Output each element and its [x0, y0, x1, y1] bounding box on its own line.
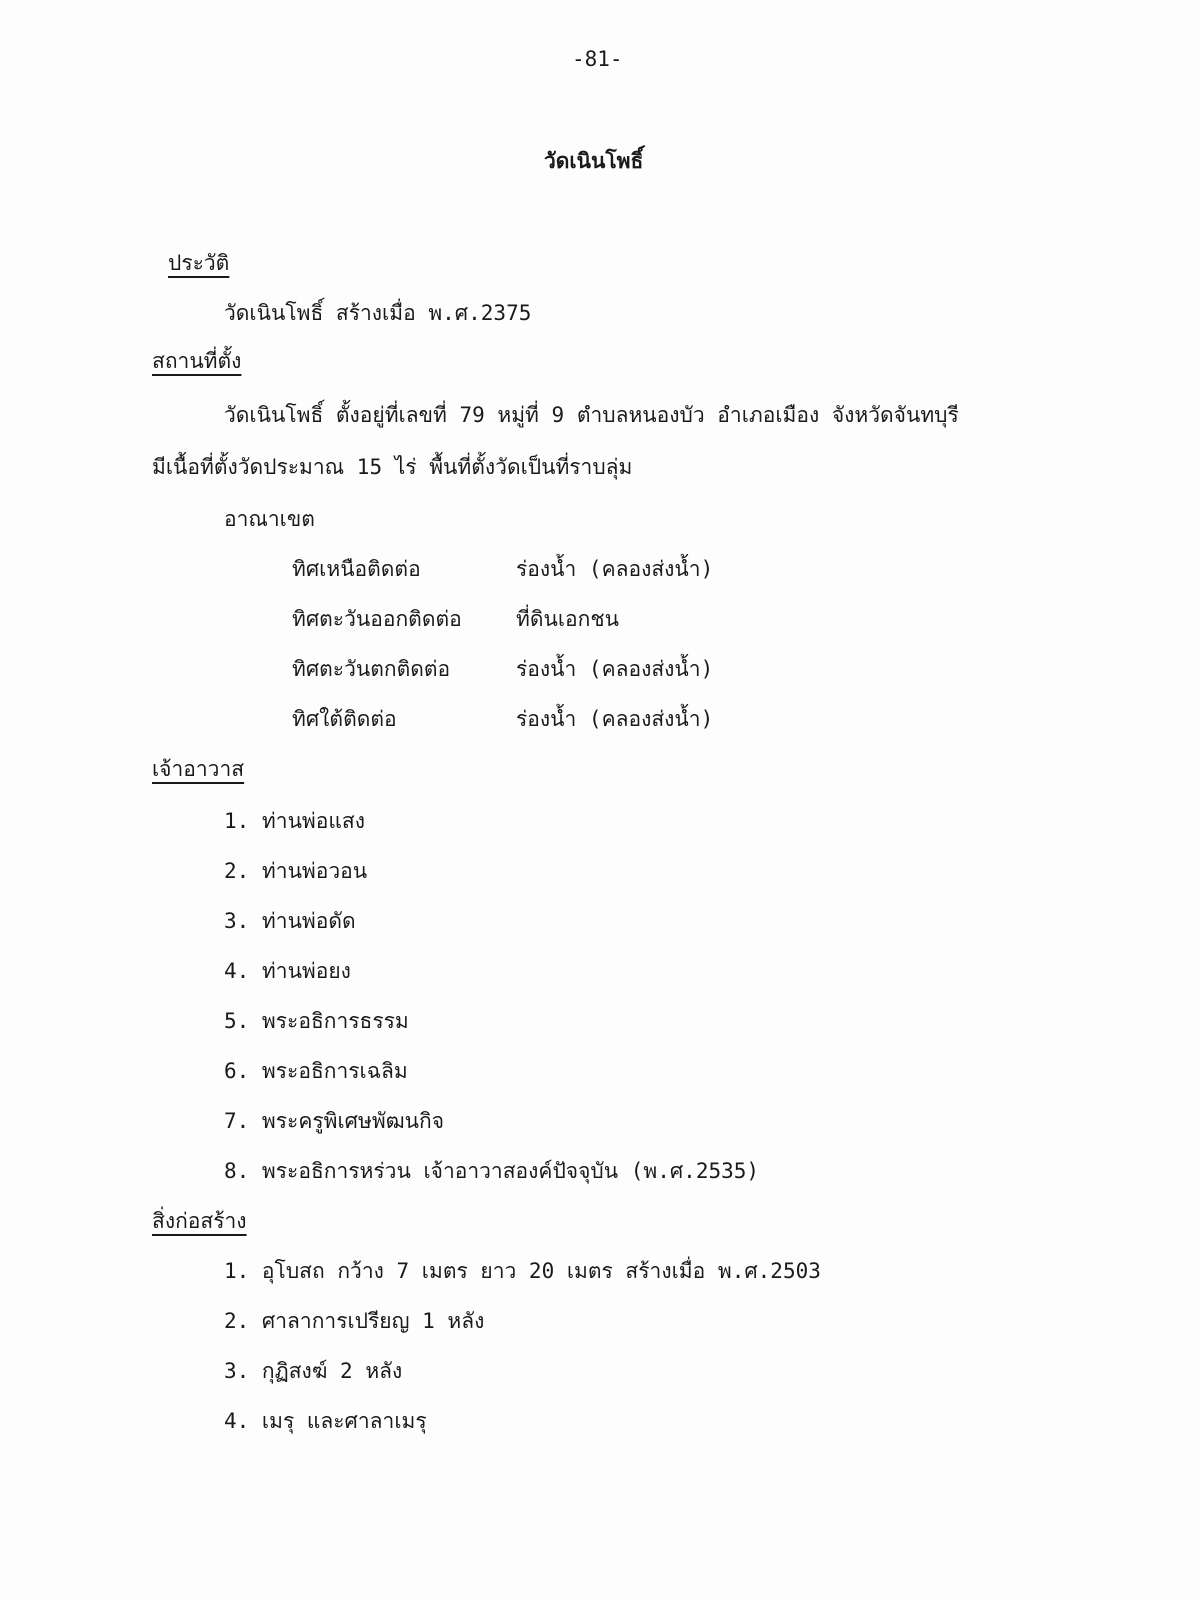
abbot-item-2: 2. ท่านพ่อวอน — [224, 859, 368, 883]
boundary-south-label: ทิศใต้ติดต่อ — [292, 707, 397, 731]
abbot-item-5: 5. พระอธิการธรรม — [224, 1009, 409, 1033]
boundary-west-value: ร่องน้ำ (คลองส่งน้ำ) — [516, 657, 714, 681]
boundary-east-value: ที่ดินเอกชน — [516, 607, 619, 631]
building-item-2: 2. ศาลาการเปรียญ 1 หลัง — [224, 1309, 485, 1333]
abbot-item-3: 3. ท่านพ่อดัด — [224, 909, 356, 933]
abbot-item-4: 4. ท่านพ่อยง — [224, 959, 351, 983]
buildings-heading: สิ่งก่อสร้าง — [152, 1209, 247, 1233]
page-number: -81- — [572, 47, 623, 71]
abbot-item-6: 6. พระอธิการเฉลิม — [224, 1059, 408, 1083]
building-item-4: 4. เมรุ และศาลาเมรุ — [224, 1409, 427, 1433]
boundary-north-label: ทิศเหนือติดต่อ — [292, 557, 421, 581]
boundary-west-label: ทิศตะวันตกติดต่อ — [292, 657, 451, 681]
building-item-3: 3. กุฏิสงฆ์ 2 หลัง — [224, 1359, 403, 1383]
history-heading: ประวัติ — [168, 251, 230, 275]
building-item-1: 1. อุโบสถ กว้าง 7 เมตร ยาว 20 เมตร สร้างเมื่อ พ.ศ.2503 — [224, 1259, 821, 1283]
abbot-item-8: 8. พระอธิการหร่วน เจ้าอาวาสองค์ปัจจุบัน (พ.ศ.2535) — [224, 1159, 760, 1183]
location-heading: สถานที่ตั้ง — [152, 349, 242, 373]
abbot-item-7: 7. พระครูพิเศษพัฒนกิจ — [224, 1109, 445, 1133]
page-title: วัดเนินโพธิ์ — [544, 149, 644, 173]
boundary-label: อาณาเขต — [224, 507, 315, 531]
history-text: วัดเนินโพธิ์ สร้างเมื่อ พ.ศ.2375 — [224, 301, 532, 325]
location-line-1: วัดเนินโพธิ์ ตั้งอยู่ที่เลขที่ 79 หมู่ที่ 9 ตำบลหนองบัว อำเภอเมือง จังหวัดจันทบุรี — [224, 403, 959, 427]
abbot-item-1: 1. ท่านพ่อแสง — [224, 809, 365, 833]
boundary-east-label: ทิศตะวันออกติดต่อ — [292, 607, 462, 631]
boundary-south-value: ร่องน้ำ (คลองส่งน้ำ) — [516, 707, 714, 731]
abbots-heading: เจ้าอาวาส — [152, 757, 245, 781]
location-line-2: มีเนื้อที่ตั้งวัดประมาณ 15 ไร่ พื้นที่ตั้งวัดเป็นที่ราบลุ่ม — [152, 455, 633, 479]
boundary-north-value: ร่องน้ำ (คลองส่งน้ำ) — [516, 557, 714, 581]
